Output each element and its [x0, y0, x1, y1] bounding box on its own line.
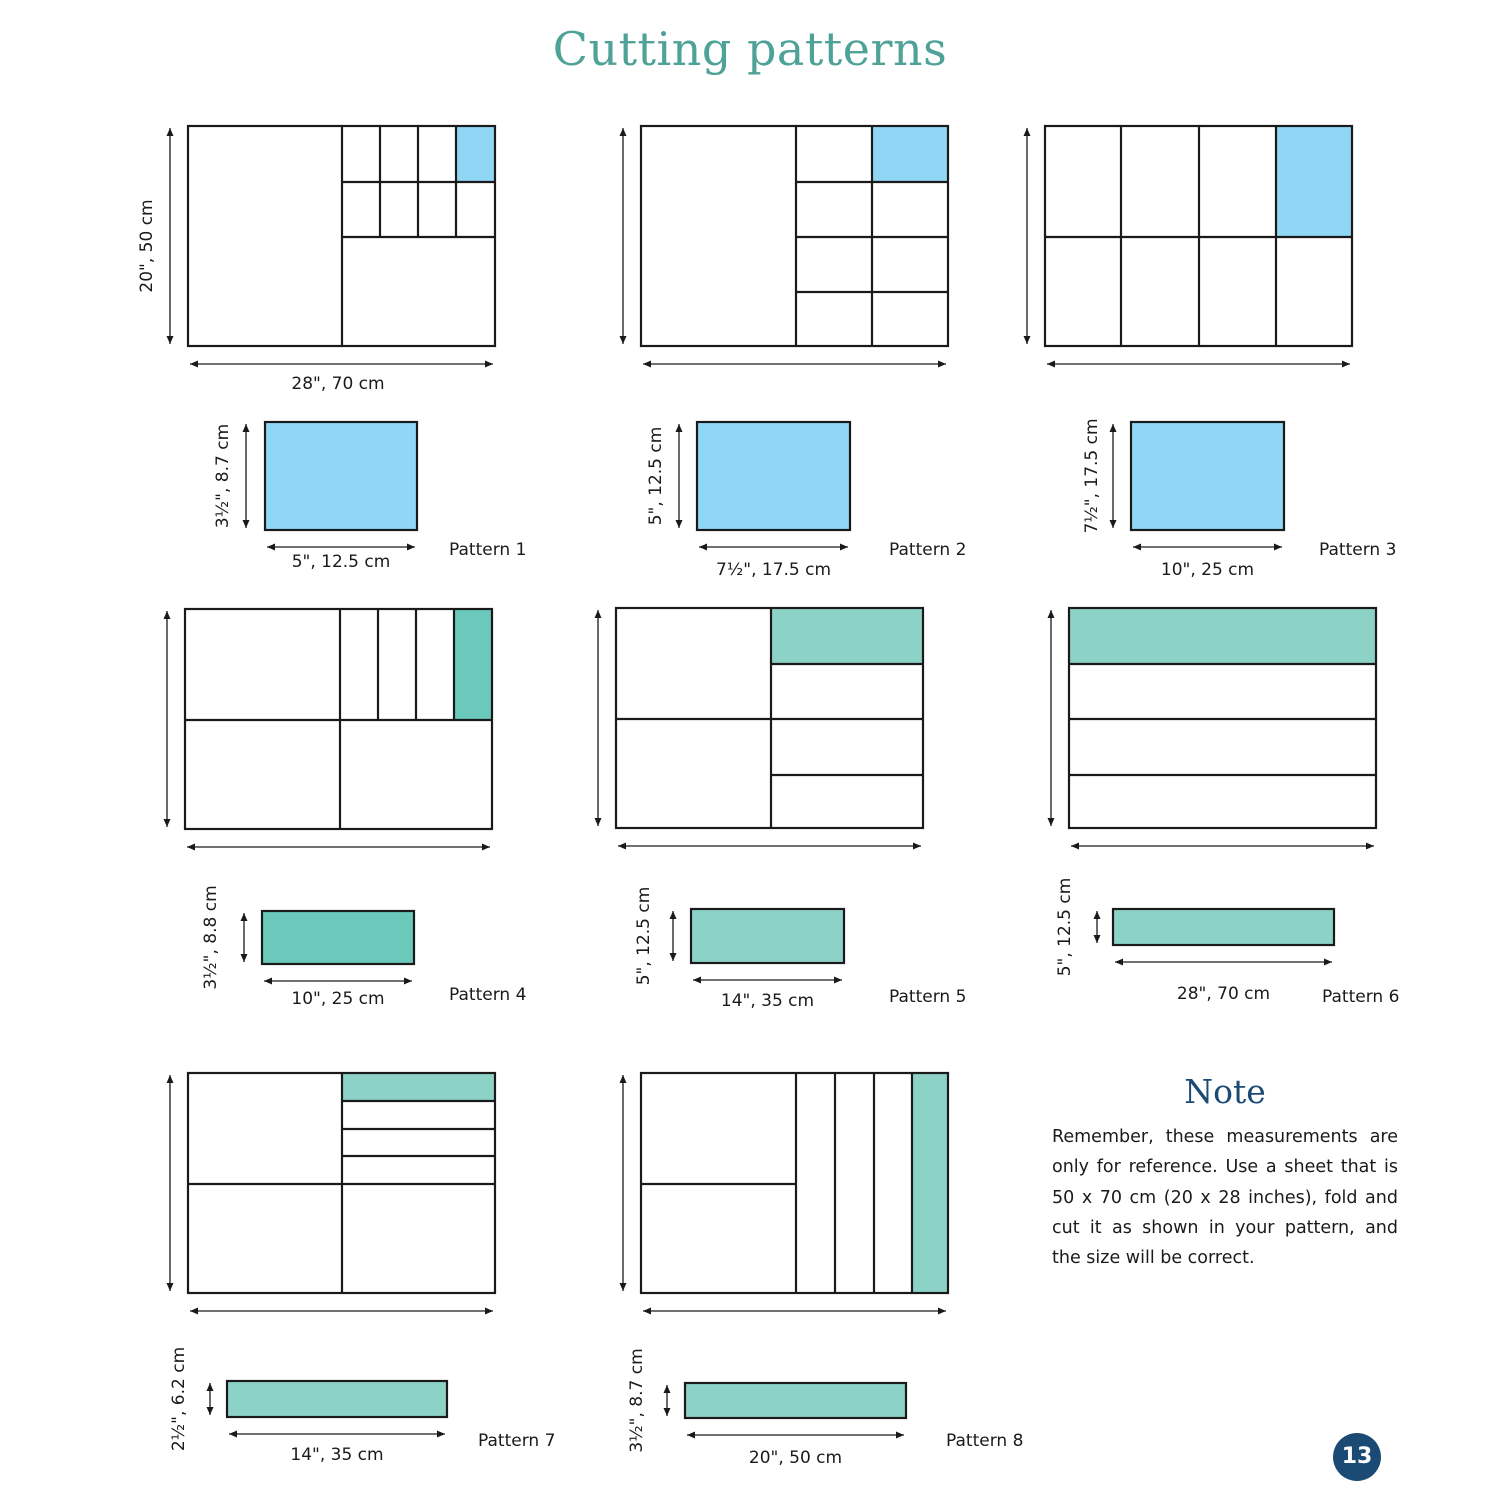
arrowhead	[687, 1432, 695, 1439]
sheet-height-label: 20", 50 cm	[137, 199, 157, 293]
pattern-4-height-label: 3½", 8.8 cm	[201, 885, 221, 990]
arrowhead	[664, 1408, 671, 1416]
arrowhead	[482, 844, 490, 851]
pattern-3-height-label: 7½", 17.5 cm	[1082, 418, 1102, 534]
pattern-5-piece	[691, 909, 844, 963]
arrowhead	[1115, 959, 1123, 966]
note-title: Note	[1184, 1072, 1266, 1111]
pattern-3-label: Pattern 3	[1319, 540, 1397, 560]
pattern-5-height-label: 5", 12.5 cm	[634, 886, 654, 986]
arrowhead	[1094, 911, 1101, 919]
arrowhead	[1048, 610, 1055, 618]
arrowhead	[670, 911, 677, 919]
highlighted-piece	[872, 126, 948, 182]
arrowhead	[407, 544, 415, 551]
arrowhead	[243, 520, 250, 528]
pattern-8-piece	[685, 1383, 906, 1418]
arrowhead	[267, 544, 275, 551]
pattern-4-label: Pattern 4	[449, 985, 527, 1005]
arrowhead	[485, 1308, 493, 1315]
pattern-7-width-label: 14", 35 cm	[290, 1445, 384, 1465]
highlighted-piece	[1069, 608, 1376, 664]
highlighted-piece	[454, 609, 492, 720]
highlighted-piece	[1276, 126, 1352, 237]
pattern-6-height-label: 5", 12.5 cm	[1055, 877, 1075, 977]
arrowhead	[167, 128, 174, 136]
arrowhead	[1110, 520, 1117, 528]
pattern-8-height-label: 3½", 8.7 cm	[627, 1348, 647, 1453]
pattern-4-piece	[262, 911, 414, 964]
arrowhead	[834, 977, 842, 984]
arrowhead	[207, 1383, 214, 1391]
arrowhead	[938, 1308, 946, 1315]
arrowhead	[618, 843, 626, 850]
arrowhead	[595, 818, 602, 826]
pattern-6-label: Pattern 6	[1322, 987, 1400, 1007]
arrowhead	[264, 978, 272, 985]
highlighted-piece	[342, 1073, 495, 1101]
arrowhead	[643, 1308, 651, 1315]
arrowhead	[241, 954, 248, 962]
arrowhead	[1048, 818, 1055, 826]
pattern-3-width-label: 10", 25 cm	[1160, 560, 1255, 580]
pattern-8-label: Pattern 8	[946, 1431, 1024, 1451]
pattern-2-label: Pattern 2	[889, 540, 967, 560]
arrowhead	[913, 843, 921, 850]
pattern-7-piece	[227, 1381, 447, 1417]
pattern-1-height-label: 3½", 8.7 cm	[213, 423, 233, 529]
arrowhead	[676, 424, 683, 432]
arrowhead	[1133, 544, 1141, 551]
arrowhead	[1342, 361, 1350, 368]
arrowhead	[670, 953, 677, 961]
arrowhead	[167, 336, 174, 344]
pattern-1-label: Pattern 1	[449, 540, 527, 560]
highlighted-piece	[771, 608, 923, 664]
highlighted-piece	[912, 1073, 948, 1293]
arrowhead	[840, 544, 848, 551]
arrowhead	[1094, 935, 1101, 943]
arrowhead	[896, 1432, 904, 1439]
arrowhead	[207, 1407, 214, 1415]
pattern-6-width-label: 28", 70 cm	[1176, 984, 1271, 1004]
pattern-5-width-label: 14", 35 cm	[720, 991, 815, 1011]
arrowhead	[693, 977, 701, 984]
arrowhead	[437, 1431, 445, 1438]
pattern-1-piece	[265, 422, 417, 530]
arrowhead	[164, 819, 171, 827]
arrowhead	[187, 844, 195, 851]
arrowhead	[676, 520, 683, 528]
note-body: Remember, these measurements are only for reference. Use a sheet that is 50 x 70 cm (20 x 28 inches), fold and cut it as shown in your pattern, and the size will be correct.	[1052, 1127, 1398, 1269]
arrowhead	[595, 610, 602, 618]
pattern-4-width-label: 10", 25 cm	[291, 989, 385, 1009]
pattern-2-piece	[697, 422, 850, 530]
arrowhead	[243, 424, 250, 432]
arrowhead	[485, 361, 493, 368]
pattern-2-height-label: 5", 12.5 cm	[646, 426, 666, 526]
page-title: Cutting patterns	[552, 22, 948, 76]
arrowhead	[1024, 336, 1031, 344]
arrowhead	[190, 1308, 198, 1315]
arrowhead	[620, 1075, 627, 1083]
arrowhead	[404, 978, 412, 985]
arrowhead	[1024, 128, 1031, 136]
arrowhead	[620, 128, 627, 136]
sheet-width-label: 28", 70 cm	[291, 374, 385, 394]
highlighted-piece	[456, 126, 495, 182]
arrowhead	[664, 1385, 671, 1393]
arrowhead	[1047, 361, 1055, 368]
arrowhead	[229, 1431, 237, 1438]
arrowhead	[1110, 424, 1117, 432]
arrowhead	[241, 913, 248, 921]
arrowhead	[1274, 544, 1282, 551]
arrowhead	[699, 544, 707, 551]
pattern-5-label: Pattern 5	[889, 987, 967, 1007]
arrowhead	[1366, 843, 1374, 850]
pattern-1-width-label: 5", 12.5 cm	[291, 552, 391, 572]
arrowhead	[190, 361, 198, 368]
pattern-8-width-label: 20", 50 cm	[748, 1448, 843, 1468]
pattern-7-height-label: 2½", 6.2 cm	[169, 1346, 189, 1452]
pattern-6-piece	[1113, 909, 1334, 945]
arrowhead	[620, 336, 627, 344]
arrowhead	[620, 1283, 627, 1291]
pattern-7-label: Pattern 7	[478, 1431, 556, 1451]
arrowhead	[1324, 959, 1332, 966]
arrowhead	[1071, 843, 1079, 850]
arrowhead	[167, 1075, 174, 1083]
arrowhead	[164, 611, 171, 619]
arrowhead	[167, 1283, 174, 1291]
pattern-3-piece	[1131, 422, 1284, 530]
pattern-2-width-label: 7½", 17.5 cm	[715, 560, 832, 580]
arrowhead	[643, 361, 651, 368]
page-number-badge: 13	[1333, 1433, 1381, 1481]
arrowhead	[938, 361, 946, 368]
